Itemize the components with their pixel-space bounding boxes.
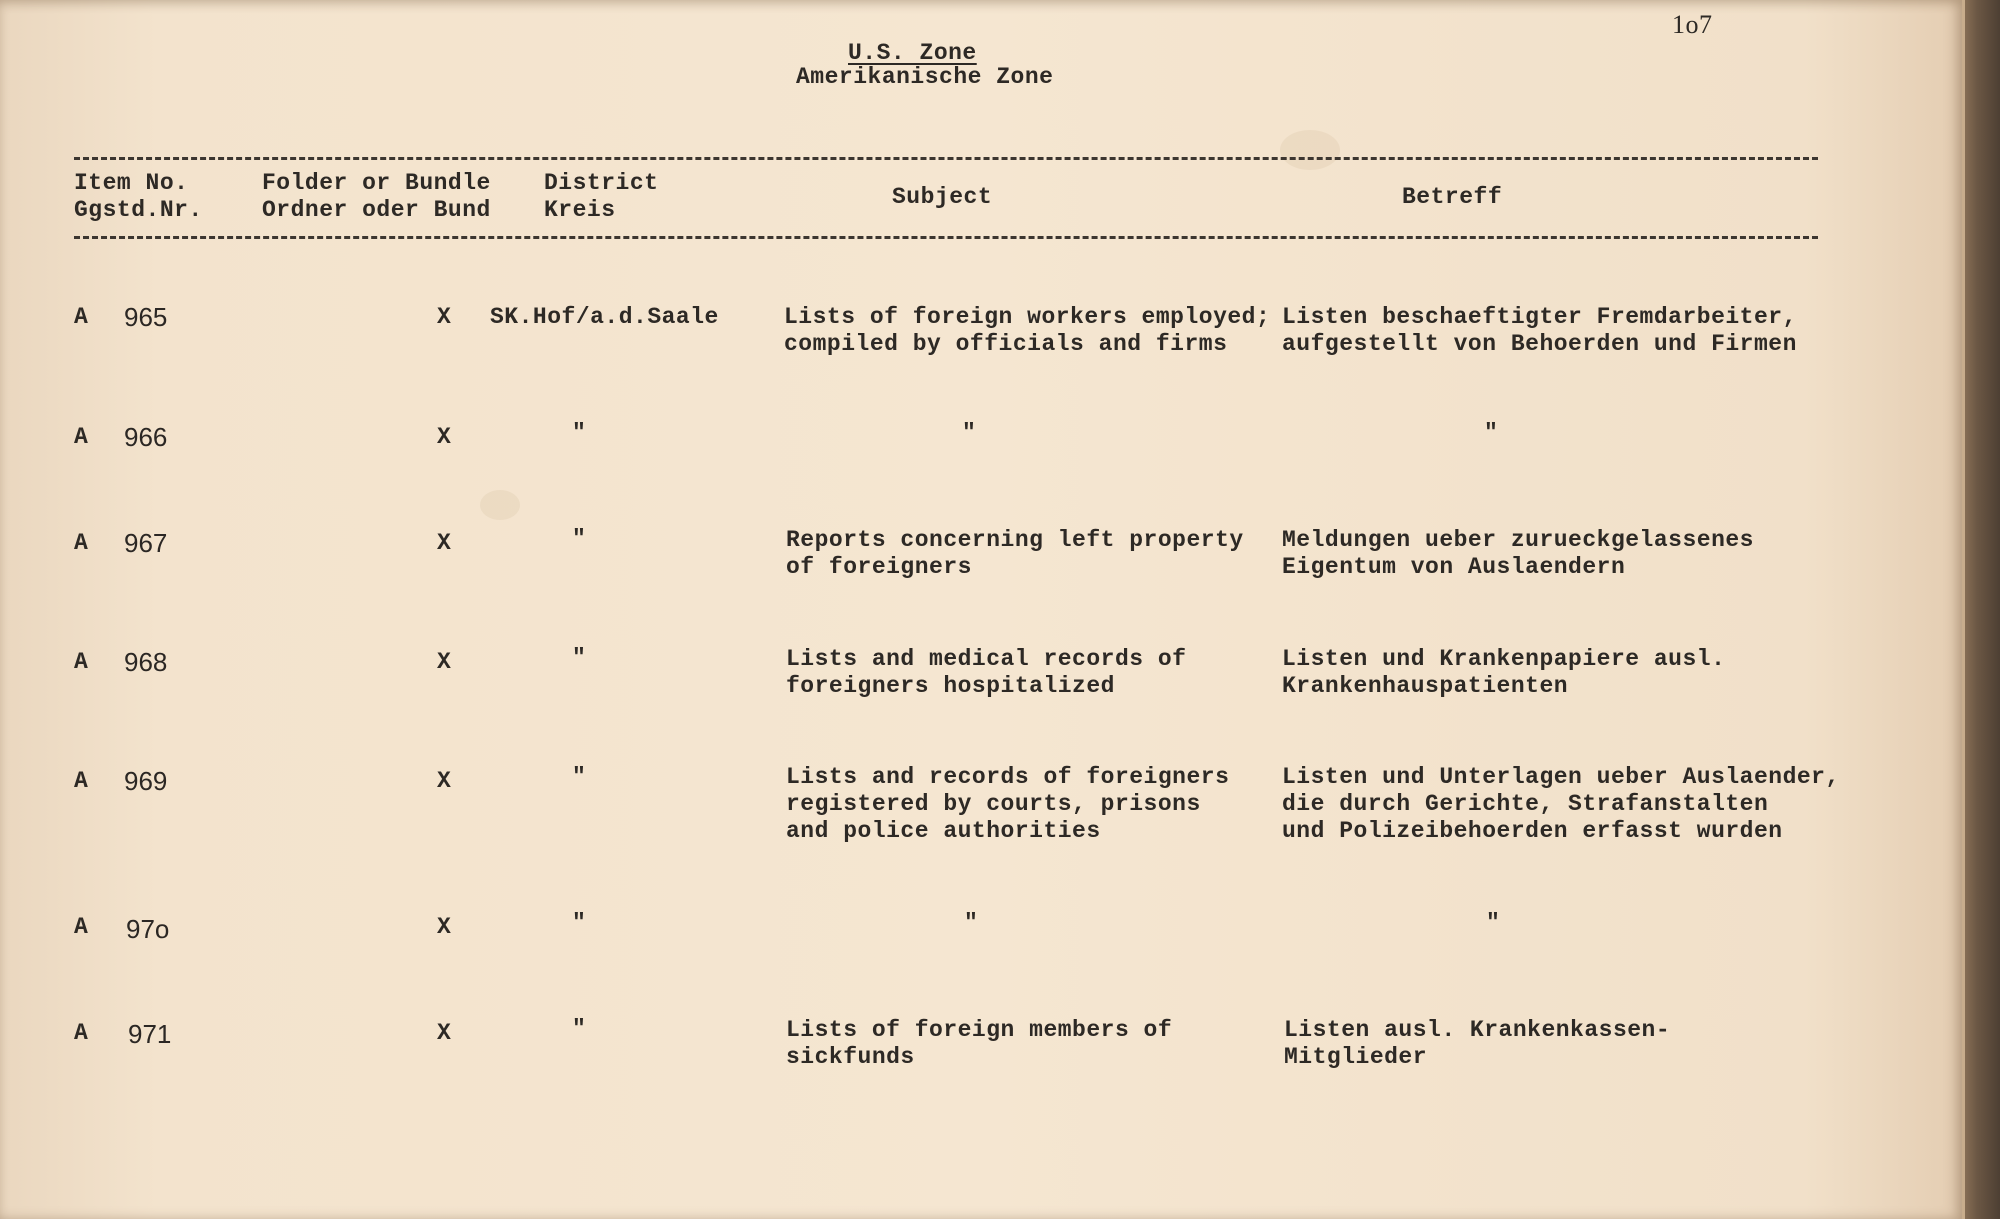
betreff-line: Meldungen ueber zurueckgelassenes: [1282, 527, 1754, 553]
column-header-line: Ggstd.Nr.: [74, 197, 203, 223]
betreff-cell: [1282, 646, 1725, 700]
column-header-line: Folder or Bundle: [262, 170, 491, 196]
betreff-cell: [1282, 304, 1797, 358]
header-rule-top: [74, 157, 1818, 160]
subject-ditto-mark: ": [964, 910, 979, 936]
subject-line: sickfunds: [786, 1044, 915, 1070]
subject-cell: [786, 1017, 1172, 1071]
betreff-line: Krankenhauspatienten: [1282, 673, 1569, 699]
betreff-ditto-mark: ": [1486, 910, 1501, 936]
betreff-ditto-mark: ": [1484, 420, 1499, 446]
item-number: 965: [124, 302, 168, 332]
subject-line: of foreigners: [786, 554, 972, 580]
district-cell: SK.Hof/a.d.Saale: [490, 304, 719, 330]
column-header-line: Kreis: [544, 197, 616, 223]
betreff-line: Listen und Unterlagen ueber Auslaender,: [1282, 764, 1840, 790]
folder-marker: X: [437, 304, 452, 330]
district-ditto-mark: ": [572, 764, 587, 790]
column-header-line: District: [544, 170, 659, 196]
column-header-item-no: [74, 170, 203, 224]
item-letter: A: [74, 530, 89, 556]
column-header-district: [544, 170, 658, 224]
paper-stain: [1280, 130, 1340, 170]
folder-marker: X: [437, 914, 452, 940]
subject-line: foreigners hospitalized: [786, 673, 1115, 699]
header-rule-bottom: [74, 236, 1818, 239]
subject-line: and police authorities: [786, 818, 1101, 844]
subject-line: compiled by officials and firms: [784, 331, 1228, 357]
betreff-line: Listen und Krankenpapiere ausl.: [1282, 646, 1726, 672]
column-header-betreff: Betreff: [1402, 184, 1503, 210]
betreff-line: Listen beschaeftigter Fremdarbeiter,: [1282, 304, 1797, 330]
folder-marker: X: [437, 530, 452, 556]
betreff-line: aufgestellt von Behoerden und Firmen: [1282, 331, 1797, 357]
subject-cell: [784, 304, 1270, 358]
subject-cell: [786, 646, 1186, 700]
folder-marker: X: [437, 649, 452, 675]
subject-cell: [786, 527, 1244, 581]
item-number: 968: [124, 647, 168, 677]
book-binding-edge: [1962, 0, 2000, 1219]
folder-marker: X: [437, 424, 452, 450]
item-letter: A: [74, 304, 89, 330]
subject-line: Lists of foreign workers employed;: [784, 304, 1271, 330]
betreff-line: die durch Gerichte, Strafanstalten: [1282, 791, 1769, 817]
subject-line: Reports concerning left property: [786, 527, 1244, 553]
betreff-line: Mitglieder: [1284, 1044, 1428, 1070]
paper-stain: [480, 490, 520, 520]
district-ditto-mark: ": [572, 1016, 587, 1042]
subject-line: Lists of foreign members of: [786, 1017, 1173, 1043]
district-ditto-mark: ": [572, 420, 587, 446]
district-ditto-mark: ": [572, 645, 587, 671]
betreff-cell: [1282, 764, 1840, 845]
subject-line: Lists and records of foreigners: [786, 764, 1230, 790]
item-number: 967: [124, 528, 168, 558]
column-header-subject: Subject: [892, 184, 993, 210]
column-header-line: Ordner oder Bund: [262, 197, 491, 223]
betreff-cell: [1284, 1017, 1670, 1071]
district-ditto-mark: ": [572, 526, 587, 552]
subject-line: Lists and medical records of: [786, 646, 1187, 672]
betreff-cell: [1282, 527, 1754, 581]
folder-marker: X: [437, 1020, 452, 1046]
page-title: U.S. Zone: [848, 40, 977, 66]
betreff-line: und Polizeibehoerden erfasst wurden: [1282, 818, 1783, 844]
page-number: 1o7: [1672, 10, 1713, 39]
betreff-line: Listen ausl. Krankenkassen-: [1284, 1017, 1671, 1043]
subject-ditto-mark: ": [962, 420, 977, 446]
betreff-line: Eigentum von Auslaendern: [1282, 554, 1626, 580]
item-number: 966: [124, 422, 168, 452]
item-letter: A: [74, 914, 89, 940]
folder-marker: X: [437, 768, 452, 794]
column-header-line: Item No.: [74, 170, 189, 196]
item-letter: A: [74, 768, 89, 794]
item-number: 969: [124, 766, 168, 796]
item-letter: A: [74, 1020, 89, 1046]
item-letter: A: [74, 424, 89, 450]
item-letter: A: [74, 649, 89, 675]
subject-cell: [786, 764, 1229, 845]
page-subtitle: Amerikanische Zone: [796, 64, 1054, 90]
item-number: 971: [128, 1019, 172, 1049]
item-number: 97o: [126, 914, 170, 944]
district-ditto-mark: ": [572, 910, 587, 936]
subject-line: registered by courts, prisons: [786, 791, 1201, 817]
column-header-folder: [262, 170, 491, 224]
